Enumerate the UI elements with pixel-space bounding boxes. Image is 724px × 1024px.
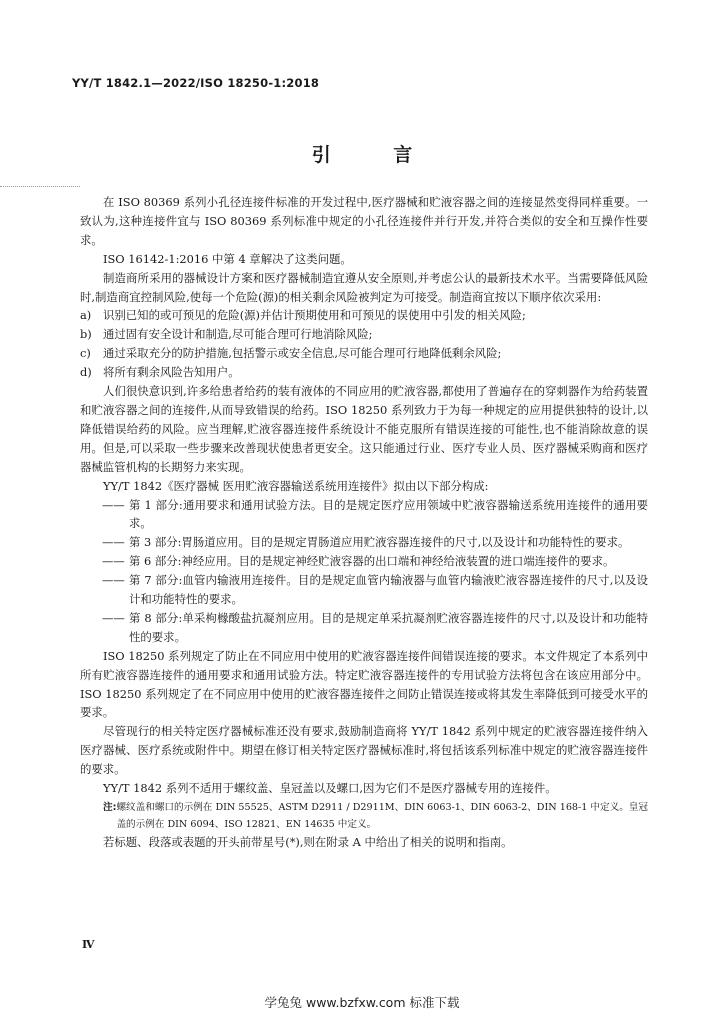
standard-number-header: YY/T 1842.1—2022/ISO 18250-1:2018 [72, 76, 320, 90]
paragraph: 制造商所采用的器械设计方案和医疗器械制造宜遵从安全原则,并考虑公认的最新技术水平。当需要降低风险时,制造商宜控制风险,使每一个危险(源)的相关剩余风险被判定为可接受。制造商宜按以下顺序依次采用: [80, 270, 648, 304]
note [80, 799, 648, 833]
part-item [80, 496, 648, 534]
dash-marker: —— [102, 573, 125, 588]
list-marker: c) [80, 346, 91, 361]
paragraph: 在 ISO 80369 系列小孔径连接件标准的开发过程中,医疗器械和贮液容器之间的连接显然变得同样重要。一致认为,这种连接件宜与 ISO 80369 系列标准中规定的小孔径连接件并行开发,并符合类似的安全和互操作性要求。 [80, 195, 648, 247]
paragraph: 人们很快意识到,许多给患者给药的装有液体的不同应用的贮液容器,都使用了普遍存在的穿刺器作为给药装置和贮液容器之间的连接件,从而导致错误的给药。ISO 18250 系列致力于为每一种规定的应用提供独特的设计,以降低错误给药的风险。应当理解,贮液容器连接件系统设计不能克服所有错误连接的可能性,也不能消除故意的误用。但是,可以采取一些步骤来改善现状使患者更安全。这只能通过行业、医疗专业人员、医疗器械采购商和医疗器械监管机构的长期努力来实现。 [80, 384, 648, 474]
part-item [80, 552, 648, 571]
paragraph: YY/T 1842 系列不适用于螺纹盖、皇冠盖以及螺口,因为它们不是医疗器械专用的连接件。 [103, 781, 557, 796]
dash-marker: —— [102, 535, 125, 550]
list-item [80, 306, 648, 325]
list-marker: d) [80, 365, 92, 380]
list-item [80, 363, 648, 382]
part-text: 第 8 部分:单采枸橼酸盐抗凝剂应用。目的是规定单采抗凝剂贮液容器连接件的尺寸,以及设计和功能特性的要求。 [129, 610, 648, 644]
dash-marker: —— [102, 497, 125, 512]
paragraph: 若标题、段落或表题的开头前带星号(*),则在附录 A 中给出了相关的说明和指南。 [103, 835, 513, 849]
paragraph: YY/T 1842《医疗器械 医用贮液容器输送系统用连接件》拟由以下部分构成: [103, 478, 489, 493]
list-text: 将所有剩余风险告知用户。 [103, 365, 240, 380]
part-text: 第 3 部分:胃肠道应用。目的是规定胃肠道应用贮液容器连接件的尺寸,以及设计和功能特性的要求。 [129, 535, 630, 550]
list-item [80, 344, 648, 363]
list-text: 通过固有安全设计和制造,尽可能合理可行地消除风险; [103, 327, 373, 342]
dash-marker: —— [102, 554, 125, 569]
document-body [80, 193, 648, 852]
part-item [80, 571, 648, 609]
part-item [80, 609, 648, 647]
note-label: 注: [103, 802, 117, 813]
paragraph: ISO 18250 系列规定了防止在不同应用中使用的贮液容器连接件间错误连接的要求。本文件规定了本系列中所有贮液容器连接件的通用要求和通用试验方法。特定贮液容器连接件的专用试验方法将包含在该应用部分中。ISO 18250 系列规定了在不同应用中使用的贮液容器连接件之间防止错误连接或将其发生率降低到可接受水平的要求。 [80, 648, 648, 720]
paragraph: ISO 16142-1:2016 中第 4 章解决了这类问题。 [103, 251, 352, 266]
list-text: 通过采取充分的防护措施,包括警示或安全信息,尽可能合理可行地降低剩余风险; [103, 346, 502, 361]
part-item [80, 533, 648, 552]
scan-edge-dots [0, 186, 80, 188]
page-number: Ⅳ [82, 938, 95, 951]
site-footer: 学兔兔 www.bzfxw.com 标准下载 [264, 995, 460, 1010]
list-text: 识别已知的或可预见的危险(源)并估计预期使用和可预见的误使用中引发的相关风险; [103, 308, 526, 323]
dash-marker: —— [102, 610, 125, 625]
part-text: 第 6 部分:神经应用。目的是规定神经贮液容器的出口端和神经给液装置的进口端连接件的要求。 [129, 554, 615, 569]
part-text: 第 7 部分:血管内输液用连接件。目的是规定血管内输液器与血管内输液贮液容器连接件的尺寸,以及设计和功能特性的要求。 [129, 573, 648, 607]
list-marker: a) [80, 308, 92, 323]
list-item [80, 325, 648, 344]
paragraph: 尽管现行的相关特定医疗器械标准还没有要求,鼓励制造商将 YY/T 1842 系列中规定的贮液容器连接件纳入医疗器械、医疗系统或附件中。期望在修订相关特定医疗器械标准时,将包括该系列标准中规定的贮液容器连接件的要求。 [80, 724, 648, 777]
list-marker: b) [80, 327, 92, 342]
note-text: 螺纹盖和螺口的示例在 DIN 55525、ASTM D2911 / D2911M、DIN 6063-1、DIN 6063-2、DIN 168-1 中定义。皇冠盖的示例在 DIN 6094、ISO 12821、EN 14635 中定义。 [116, 802, 648, 830]
section-title: 引 言 [311, 144, 441, 166]
part-text: 第 1 部分:通用要求和通用试验方法。目的是规定医疗应用领域中贮液容器输送系统用连接件的通用要求。 [129, 497, 648, 531]
